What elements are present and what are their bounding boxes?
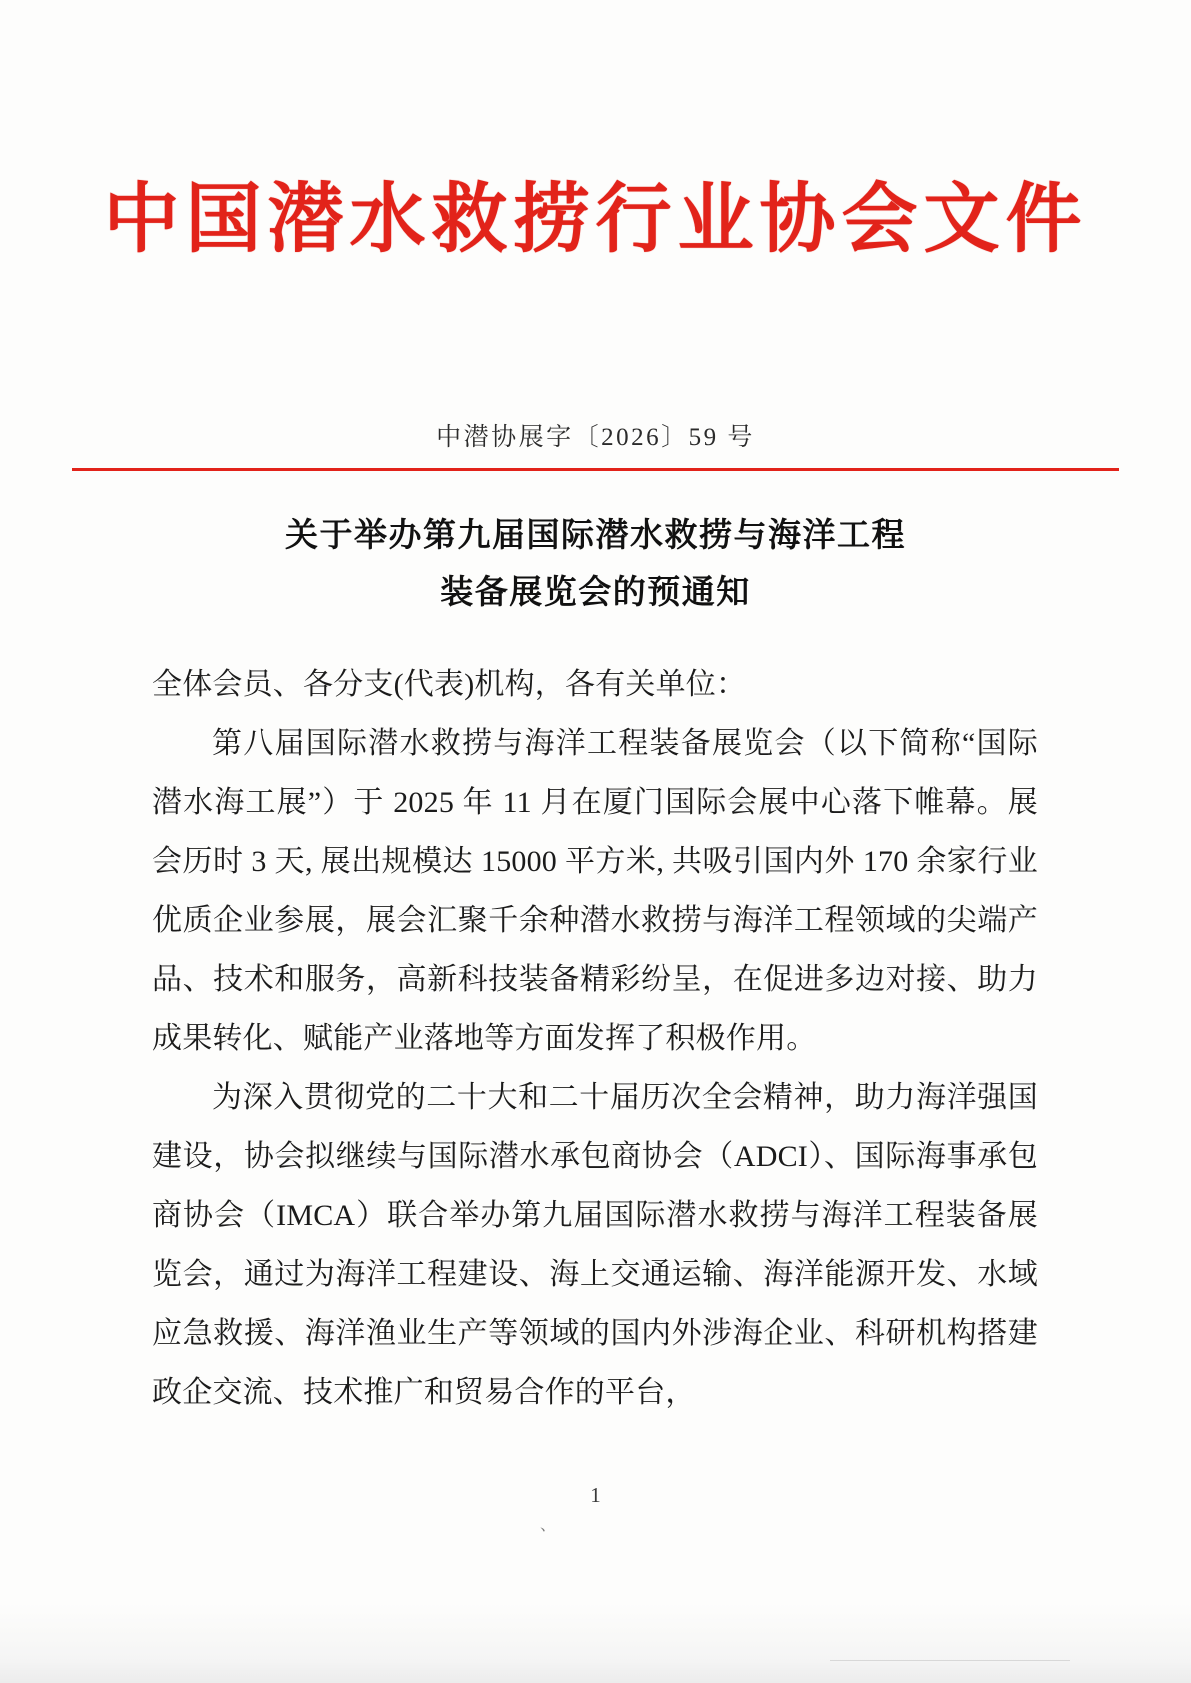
organization-title: 中国潜水救捞行业协会文件: [103, 178, 1088, 262]
red-divider-rule: [72, 468, 1119, 471]
document-number: 中潜协展字〔2026〕59 号: [436, 424, 755, 451]
body-paragraph-1: 第八届国际潜水救捞与海洋工程装备展览会（以下简称“国际潜水海工展”）于 2025 年 11 月在厦门国际会展中心落下帷幕。展会历时 3 天, 展出规模达 15000 平方米, 共吸引国内外 170 余家行业优质企业参展，展会汇聚千余种潜水救捞与海洋工程领域的尖端产品、技术和服务，高新科技装备精彩纷呈，在促进多边对接、助力成果转化、赋能产业落地等方面发挥了积极作用。: [152, 727, 1038, 1055]
scan-edge-shading: [0, 1603, 1191, 1683]
title-line-2: 装备展览会的预通知: [440, 574, 751, 611]
title-line-1: 关于举办第九届国际潜水救捞与海洋工程: [285, 518, 906, 554]
body-paragraph-2: 为深入贯彻党的二十大和二十届历次全会精神，助力海洋强国建设，协会拟继续与国际潜水承包商协会（ADCI）、国际海事承包商协会（IMCA）联合举办第九届国际潜水救捞与海洋工程装备展览会，通过为海洋工程建设、海上交通运输、海洋能源开发、水域应急救援、海洋渔业生产等领域的国内外涉海企业、科研机构搭建政企交流、技术推广和贸易合作的平台，: [152, 1081, 1038, 1409]
salutation: 全体会员、各分支(代表)机构，各有关单位：: [152, 668, 747, 701]
scan-artifact-line: [830, 1660, 1070, 1661]
footer-mark: 、: [540, 1517, 557, 1534]
document-body: [152, 655, 1038, 1422]
masthead: [0, 176, 1191, 266]
page-number: 1: [590, 1483, 601, 1507]
page-title: [0, 508, 1191, 622]
